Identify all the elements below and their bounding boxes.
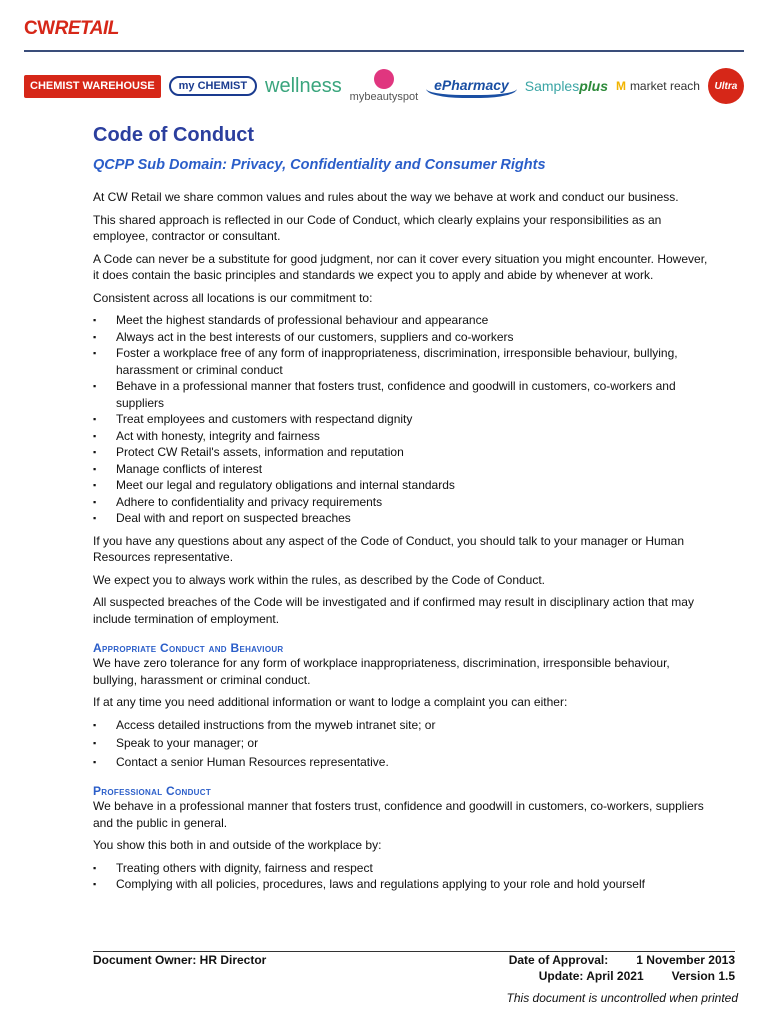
brand-retail: RETAIL — [54, 18, 119, 39]
beauty-heart-icon — [374, 69, 394, 89]
section-heading-professional-conduct: Professional Conduct — [93, 784, 212, 798]
document-version: Version 1.5 — [671, 969, 735, 983]
list-item: ▪ Complying with all policies, procedures, laws and regulations applying to your role and hold yourself — [93, 876, 708, 893]
document-owner: Document Owner: HR Director — [93, 953, 267, 967]
list-item: ▪ Foster a workplace free of any form of inappropriateness, discrimination, irresponsible behaviour, bullying, harassment or criminal conduct — [93, 345, 708, 378]
brand-cw: CW — [24, 18, 55, 39]
partner-logos — [24, 62, 744, 110]
body-paragraph: You show this both in and outside of the workplace by: — [93, 838, 382, 852]
update-date: Update: April 2021 — [538, 969, 644, 983]
body-paragraph: We behave in a professional manner that fosters trust, confidence and goodwill in customers, co-workers, suppliers and the public in general. — [93, 799, 704, 830]
market-reach-logo: M market reach — [615, 79, 700, 93]
brand-logo — [24, 18, 119, 40]
list-item: ▪ Contact a senior Human Resources representative. — [93, 754, 708, 771]
intro-paragraph: At CW Retail we share common values and rules about the way we behave at work and conduct our business. — [93, 190, 679, 204]
mybeautyspot-logo: mybeautyspot — [350, 69, 418, 103]
page-subtitle: QCPP Sub Domain: Privacy, Confidentiality and Consumer Rights — [93, 157, 546, 173]
list-item: ▪ Behave in a professional manner that fosters trust, confidence and goodwill in customers, co-workers and suppliers — [93, 378, 708, 411]
document-footer — [93, 951, 735, 984]
chemist-warehouse-logo: CHEMIST WAREHOUSE — [24, 75, 161, 98]
list-item: ▪ Treat employees and customers with respectand dignity — [93, 411, 708, 428]
approval-date: 1 November 2013 — [636, 953, 735, 967]
list-item: ▪ Access detailed instructions from the myweb intranet site; or — [93, 717, 708, 734]
epharmacy-logo: ePharmacy — [426, 75, 517, 98]
uncontrolled-note: This document is uncontrolled when printed — [506, 991, 738, 1005]
samples-plus-logo: Samplesplus — [524, 78, 608, 94]
market-reach-mark-icon: M — [615, 79, 626, 93]
body-paragraph: All suspected breaches of the Code will be investigated and if confirmed may result in disciplinary action that may include termination of employment. — [93, 595, 694, 626]
approval-label: Date of Approval: — [508, 953, 609, 967]
list-item: ▪ Meet our legal and regulatory obligations and internal standards — [93, 477, 708, 494]
list-item: ▪ Deal with and report on suspected breaches — [93, 510, 708, 527]
my-chemist-logo: my CHEMIST — [169, 76, 257, 96]
document-body — [93, 124, 708, 899]
list-item: ▪ Act with honesty, integrity and fairness — [93, 428, 708, 445]
page-title: Code of Conduct — [93, 124, 255, 146]
ultra-beauty-logo: Ultra — [708, 68, 744, 104]
wellness-logo: wellness — [265, 74, 342, 97]
body-paragraph: If at any time you need additional information or want to lodge a complaint you can either: — [93, 695, 568, 709]
header-divider — [24, 50, 744, 52]
list-item: ▪ Manage conflicts of interest — [93, 461, 708, 478]
commitments-list — [93, 312, 708, 527]
list-item: ▪ Treating others with dignity, fairness and respect — [93, 860, 708, 877]
body-paragraph: We expect you to always work within the rules, as described by the Code of Conduct. — [93, 572, 546, 587]
list-item: ▪ Always act in the best interests of our customers, suppliers and co-workers — [93, 329, 708, 346]
intro-paragraph: A Code can never be a substitute for good judgment, nor can it cover every situation you might encounter. However, it does contain the basic principles and standards we expect you to apply and abide by whenever at work. — [93, 251, 708, 282]
list-item: ▪ Adhere to confidentiality and privacy requirements — [93, 494, 708, 511]
complaint-options-list — [93, 717, 708, 771]
list-item: ▪ Speak to your manager; or — [93, 735, 708, 752]
body-paragraph: We have zero tolerance for any form of workplace inappropriateness, discrimination, irresponsible behaviour, bullying, harassment or criminal conduct. — [93, 656, 670, 687]
list-item: ▪ Meet the highest standards of professional behaviour and appearance — [93, 312, 708, 329]
intro-paragraph: This shared approach is reflected in our Code of Conduct, which clearly explains your responsibilities as an employee, contractor or consultant. — [93, 212, 662, 243]
professional-conduct-list — [93, 860, 708, 893]
section-heading-appropriate-conduct: Appropriate Conduct and Behaviour — [93, 641, 284, 655]
list-item: ▪ Protect CW Retail's assets, information and reputation — [93, 444, 708, 461]
body-paragraph: If you have any questions about any aspect of the Code of Conduct, you should talk to your manager or Human Resources representative. — [93, 533, 685, 564]
intro-paragraph: Consistent across all locations is our commitment to: — [93, 290, 373, 305]
